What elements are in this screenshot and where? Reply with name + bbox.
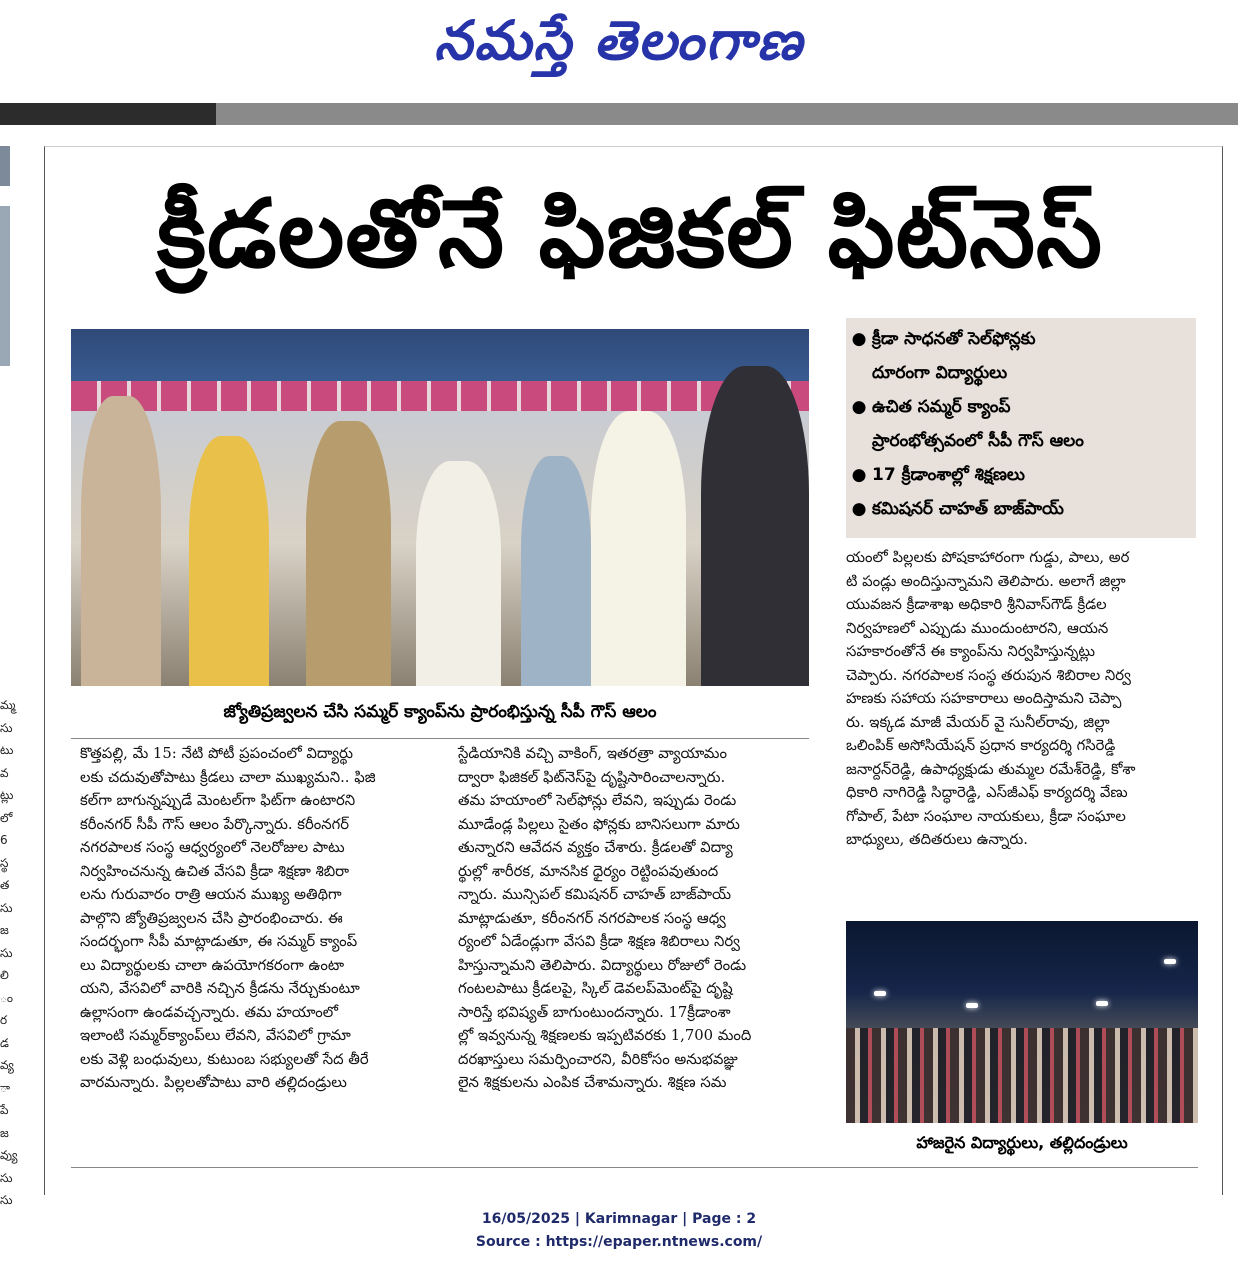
sliver-glyph: సు [0,945,13,960]
article-headline: క్రీడలతోనే ఫిజికల్ ఫిట్‌నెస్ [156,180,1104,289]
stadium-light [874,991,886,996]
sliver-glyph: త [0,878,10,892]
article-line: ర్థుల్లో శారీరక, మానసిక ధైర్యం రెట్టింపవుతుంద [458,862,719,880]
sliver-glyph: సు [0,900,13,915]
article-line: లకు వెళ్లి బంధువులు, కుటుంబ సభ్యులతో సేద తీరే [80,1050,369,1068]
article-line: వారమన్నారు. పిల్లలతోపాటు వారి తల్లిదండ్రులు [80,1074,347,1091]
second-photo [846,921,1198,1123]
article-line: కొత్తపల్లి, మే 15: నేటి పోటీ ప్రపంచంలో విద్యార్థు [80,745,353,762]
article-line: తమ హయాంలో సెల్‌ఫోన్లు లేవని, ఇప్పుడు రెండు [458,792,737,809]
article-line: లను గురువారం రాత్రి ఆయన ముఖ్య అతిథిగా [80,886,342,903]
sliver-photo-top [0,146,10,186]
sliver-glyph: ర [0,1013,8,1027]
stadium-light [966,1003,978,1008]
sliver-glyph: జ [0,1125,9,1140]
article-line: సారిస్తే భవిష్యత్ బాగుంటుందన్నారు. 17క్రీడాంశా [458,1003,731,1021]
article-line: రు. ఇక్కడ మాజీ మేయర్ వై సునీల్‌రావు, జిల్లా [846,713,1110,731]
article-line: ధికారి నాగిరెడ్డి సిద్ధారెడ్డి, ఎస్‌జీఎఫ్ కార్యదర్శి వేణు [846,784,1128,801]
article-line: హిస్తున్నామని తెలిపారు. విద్యార్థులు రోజులో రెండు [458,956,747,974]
article-line: స్టేడియానికి వచ్చి వాకింగ్, ఇతరత్రా వ్యాయామం [458,745,727,762]
photo-person [701,366,809,686]
photo-person [591,411,686,686]
photo-person [81,396,161,686]
article-line: చెప్పారు. నగరపాలక సంస్థ తరుపున శిబిరాల నిర్వ [846,666,1131,684]
sliver-glyph: వ [0,765,9,780]
bullet-icon: ● [851,465,867,485]
main-photo [71,329,809,686]
article-line: సందర్భంగా సీపీ మాట్లాడుతూ, ఈ సమ్మర్ క్యాంప్ [80,933,358,950]
article-line: ఒలింపిక్ అసోసియేషన్ ప్రధాన కార్యదర్శి గసిరెడ్డి [846,737,1116,754]
highlight-item-continued: ప్రారంభోత్సవంలో సీపీ గౌస్ ఆలం [872,431,1084,451]
crowd [846,1028,1198,1123]
article-line: హణకు సహాయ సహకారాలు అందిస్తామని చెప్పా [846,690,1122,707]
stadium-light [1096,1001,1108,1006]
sliver-glyph: సు [0,720,13,735]
sliver-glyph: ట్లు [0,788,14,802]
footer [0,1208,1238,1254]
sliver-glyph: పే [0,1103,9,1117]
article-line: యంలో పిల్లలకు పోషకాహారంగా గుడ్డు, పాలు, అర [846,549,1130,566]
highlight-item [846,322,1196,356]
article-line: మూడేండ్ల పిల్లలు సైతం ఫోన్లకు బానిసలుగా మారు [458,815,740,833]
photo-person [189,436,269,686]
highlight-item [846,390,1196,424]
photo-person [521,456,591,686]
sliver-glyph: లి [0,968,9,982]
caption-rule [71,738,809,739]
sliver-glyph: మ్మ [0,698,16,712]
article-line: కరీంనగర్ సీపీ గౌస్ ఆలం పేర్కొన్నారు. కరీంనగర్ [80,815,350,833]
article-line: లు విద్యార్థులకు చాలా ఉపయోగకరంగా ఉంటా [80,956,344,974]
sliver-glyph: జ [0,923,9,937]
footer-source: Source : https://epaper.ntnews.com/ [475,1234,763,1250]
article-line: యని, వేసవిలో వారికి నచ్చిన క్రీడను నేర్చుకుంటూ [80,980,360,997]
sliver-glyph: సు [0,1193,13,1207]
sliver-glyph: లో [0,810,13,825]
masthead-rule-gray [216,103,1238,125]
masthead-rule-dark [0,103,216,125]
sliver-glyph: వ్య [0,1058,14,1072]
main-photo-caption: జ్యోతిప్రజ్వలన చేసి సమ్మర్ క్యాంప్‌ను ప్రారంభిస్తున్న సీపీ గౌస్ ఆలం [223,702,657,722]
article-line: నగరపాలక సంస్థ ఆధ్వర్యంలో నెలరోజుల పాటు [80,839,345,856]
article-line: బాధ్యులు, తదితరులు ఉన్నారు. [846,831,1028,848]
bullet-icon: ● [851,329,867,349]
article-line: ఉల్లాసంగా ఉండవచ్చన్నారు. తమ హయాంలో [80,1003,339,1021]
highlight-item [846,458,1196,492]
article-column-3 [846,546,1198,852]
sliver-glyph: సు [0,1170,13,1185]
sliver-glyph: వ్యు [0,1148,18,1162]
sliver-text [0,694,18,1212]
article-line: నిర్వహించనున్న ఉచిత వేసవి క్రీడా శిక్షణా శిబిరా [80,862,350,880]
article-line: గంటలపాటు క్రీడలపై, స్కిల్ డెవలప్‌మెంట్‌పై దృష్టి [458,980,733,997]
sliver-glyph: ా [0,1080,11,1095]
article-line: టి పండ్లు అందిస్తున్నామని తెలిపారు. అలాగే జిల్లా [846,572,1126,590]
masthead [0,0,1238,100]
article-line: లకు చదువుతోపాటు క్రీడలు చాలా ముఖ్యమని.. ఫిజి [80,768,376,786]
sliver-photo-middle [0,206,10,366]
article-line: దరఖాస్తులు సమర్పించారని, వీరికోసం అనుభవజ్ఞు [458,1050,738,1068]
sliver-glyph: ం [0,990,14,1005]
highlight-text: 17 క్రీడాంశాల్లో శిక్షణలు [872,465,1025,485]
photo-person [416,461,501,686]
article-column-1 [80,742,438,1095]
highlight-text: కమిషనర్ చాహత్ బాజ్‌పాయ్ [872,499,1064,519]
bullet-icon: ● [851,397,867,417]
article-line: న్నారు. మున్సిపల్ కమిషనర్ చాహత్ బాజ్‌పాయ్ [458,886,732,903]
sliver-glyph: స్థ [0,855,9,870]
highlight-item-continued: దూరంగా విద్యార్థులు [872,363,1008,383]
article-line: యువజన క్రీడాశాఖ అధికారి శ్రీనివాస్‌గౌడ్ క్రీడల [846,596,1107,613]
article-line: ల్లో ఇవ్వనున్న శిక్షణలకు ఇప్పటివరకు 1,700 మంది [458,1027,752,1044]
highlight-item [846,492,1196,526]
highlight-text: ఉచిత సమ్మర్ క్యాంప్ [872,397,1011,417]
article-line: కల్‌గా బాగున్నప్పుడే మెంటల్‌గా ఫిట్‌గా ఉంటారని [80,792,356,809]
sliver-glyph: డ [0,1035,9,1050]
highlight-text: క్రీడా సాధనతో సెల్‌ఫోన్లకు [872,329,1036,349]
article-line: తున్నారని ఆవేదన వ్యక్తం చేశారు. క్రీడలతో విద్యా [458,839,733,856]
article-line: జనార్దన్‌రెడ్డి, ఉపాధ్యక్షుడు తుమ్మల రమేశ్‌రెడ్డి, కోశా [846,760,1136,778]
article-line: లైన శిక్షకులను ఎంపిక చేశామన్నారు. శిక్షణ సమ [458,1074,727,1091]
sliver-glyph: టు [0,743,14,757]
article-line: గోపాల్, పేటా సంఘాల నాయకులు, క్రీడా సంఘాల [846,807,1126,825]
article-line: సహకారంతోనే ఈ క్యాంప్‌ను నిర్వహిస్తున్నట్లు [846,643,1095,660]
tent-decoration [71,381,809,411]
neighbouring-column-sliver [0,146,18,1207]
article-line: పాల్గొని జ్యోతిప్రజ్వలన చేసి ప్రారంభించారు. ఈ [80,909,343,927]
footer-date-edition: 16/05/2025 | Karimnagar | Page : 2 [481,1211,757,1227]
article-line: ర్యంలో ఏడేండ్లుగా వేసవి క్రీడా శిక్షణ శిబిరాలు నిర్వ [458,933,740,950]
bottom-rule [71,1167,1198,1168]
bullet-icon: ● [851,499,867,519]
article-column-2 [458,742,810,1095]
stadium-light [1164,959,1176,964]
masthead-title: నమస్తే తెలంగాణ [434,9,804,72]
article-line: నిర్వహణలో ఎప్పుడు ముందుంటారని, ఆయన [846,619,1109,637]
article-line: మాట్లాడుతూ, కరీంనగర్ నగరపాలక సంస్థ ఆధ్వ [458,909,726,927]
photo-person [306,421,391,686]
highlights-box [846,318,1196,538]
second-photo-caption: హాజరైన విద్యార్థులు, తల్లిదండ్రులు [916,1133,1128,1152]
article-line: ఇలాంటి సమ్మర్‌క్యాంప్‌లు లేవని, వేసవిలో గ్రామా [80,1027,351,1044]
sliver-glyph: 6 [0,833,8,847]
article-line: ద్వారా ఫిజికల్ ఫిట్‌నెస్‌పై దృష్టిసారించాలన్నారు. [458,768,726,786]
